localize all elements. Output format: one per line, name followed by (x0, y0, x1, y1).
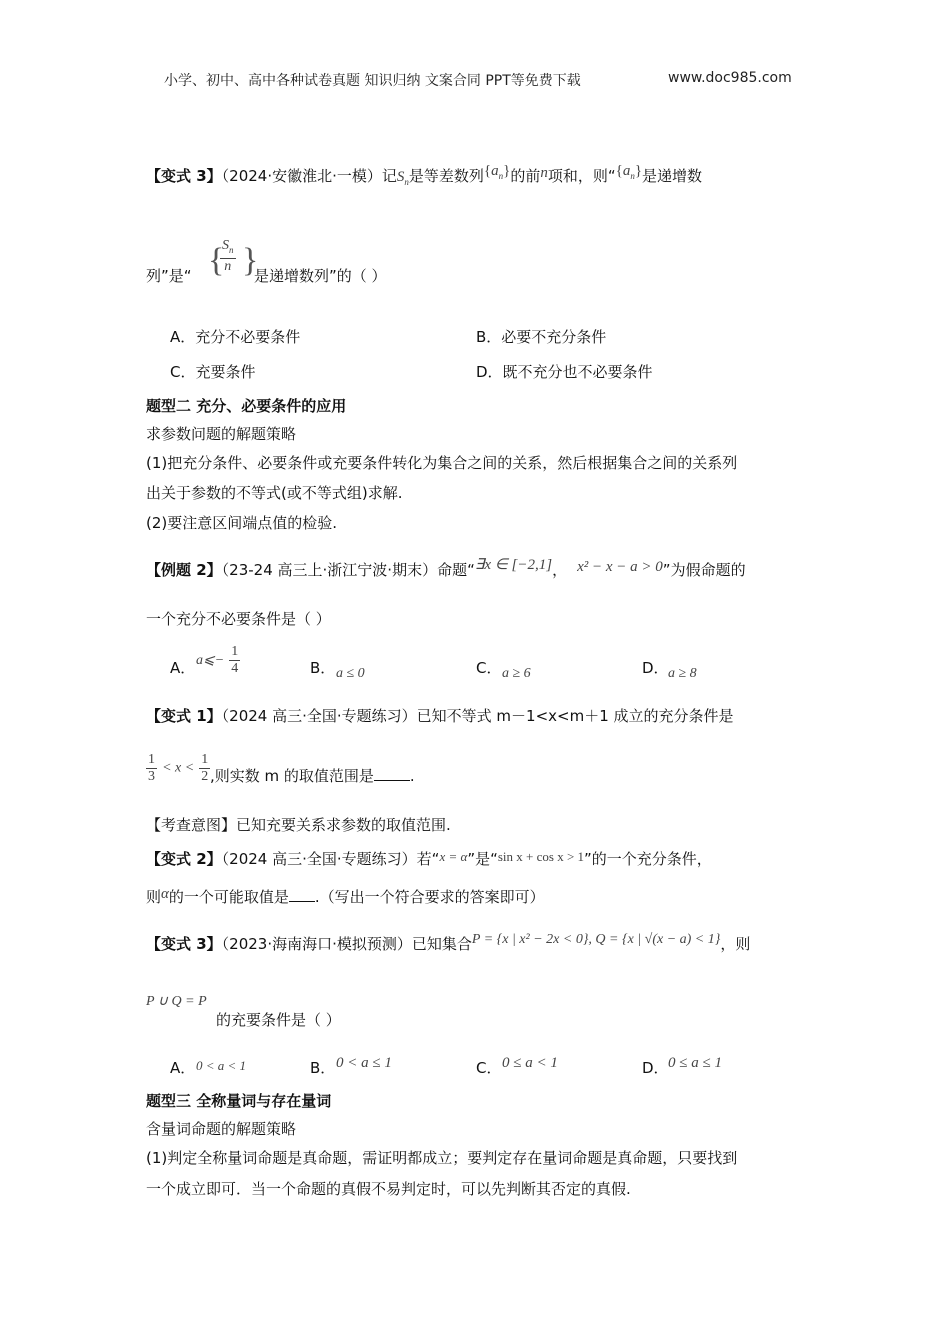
bianshi3b-line3: 的充要条件是（ ） (216, 1011, 341, 1029)
intent-text: 【考查意图】已知充要关系求参数的取值范围. (146, 816, 451, 834)
option-b[interactable]: B．必要不充分条件 (476, 328, 607, 346)
header-url: www.doc985.com (668, 70, 792, 86)
question-text: 的一个可能取值是 (168, 888, 289, 906)
strategy-paragraph-2: (2)要注意区间端点值的检验. (146, 514, 338, 532)
text-fragment: ，则 (720, 935, 751, 953)
question-tag: 【变式 2】 (146, 850, 222, 868)
question-text: （2024 高三·全国·专题练习）已知不等式 m－1<x<m＋1 成立的充分条件是 (221, 707, 734, 725)
option-b[interactable]: B． (310, 659, 336, 677)
question-source: （2024 高三·全国·专题练习）若“ (221, 850, 440, 868)
math-fraction-range: $\frac{1}{3}$ < x < $\frac{1}{2}$ (148, 752, 209, 784)
math-sets: P = {x | x² − 2x < 0}, Q = {x | √(x − a) < 1} (471, 932, 721, 947)
math-union: P ∪ Q = P (146, 994, 207, 1009)
strategy-heading: 求参数问题的解题策略 (146, 425, 297, 443)
math-alpha: α (161, 886, 169, 902)
question-tag: 【变式 1】 (146, 707, 222, 725)
example2-line2: 一个充分不必要条件是（ ） (146, 610, 331, 628)
question-text: ,则实数 m 的取值范围是 (210, 767, 374, 785)
text-fragment: 则 (146, 888, 162, 906)
question-tag: 【例题 2】 (146, 561, 222, 579)
answer-blank[interactable] (374, 780, 410, 781)
strategy-paragraph-cont: 一个成立即可．当一个命题的真假不易判定时，可以先判断其否定的真假. (146, 1180, 631, 1198)
bianshi1-line1 (146, 706, 734, 726)
option-d[interactable]: D． (642, 659, 669, 677)
text-fragment: ”是“ (467, 850, 498, 868)
math-inequality: x² − x − a > 0 (577, 559, 663, 575)
section-title: 题型二 充分、必要条件的应用 (146, 397, 347, 415)
text-fragment: ”的一个充分条件， (584, 850, 712, 868)
math-sincos: sin x + cos x > 1 (497, 849, 585, 864)
text-fragment: 是等差数列 (408, 167, 484, 185)
strategy-paragraph: (1)把充分条件、必要条件或充要条件转化为集合之间的关系，然后根据集合之间的关系列 (146, 454, 738, 472)
math-option-d: a ≥ 8 (668, 666, 697, 681)
bianshi3b-line1 (146, 934, 750, 956)
text-fragment: ， (552, 561, 568, 579)
bianshi2-line1 (146, 849, 712, 870)
strategy-paragraph: (1)判定全称量词命题是真命题，需证明都成立；要判定存在量词命题是真命题，只要找到 (146, 1149, 738, 1167)
answer-blank[interactable] (289, 901, 315, 902)
question-tag: 【变式 3】 (146, 935, 222, 953)
math-option-c: 0 ≤ a < 1 (502, 1055, 558, 1071)
math-sn-over-n: { $\frac{S_n}{n}$ } (208, 238, 259, 279)
math-option-d: 0 ≤ a ≤ 1 (668, 1055, 722, 1071)
option-c[interactable]: C． (476, 1059, 502, 1077)
text-fragment: 列”是“ (146, 267, 192, 285)
option-a[interactable]: A． (170, 1059, 196, 1077)
math-option-b: a ≤ 0 (336, 666, 365, 681)
math-sn: $S_n$ (396, 169, 409, 187)
math-n: n (540, 165, 548, 181)
option-d[interactable]: D．既不充分也不必要条件 (476, 363, 653, 381)
text-fragment: 项和，则“ (547, 167, 616, 185)
math-x-eq-alpha: x = α (439, 849, 468, 864)
bianshi1-line2 (210, 766, 415, 786)
option-a[interactable]: A．充分不必要条件 (170, 328, 301, 346)
option-b[interactable]: B． (310, 1059, 336, 1077)
section-title: 题型三 全称量词与存在量词 (146, 1092, 332, 1110)
question-bianshi3a-line1 (146, 163, 703, 192)
question-text: .（写出一个符合要求的答案即可） (314, 888, 545, 906)
text-fragment: 是递增数 (642, 167, 703, 185)
header-text: 小学、初中、高中各种试卷真题 知识归纳 文案合同 PPT等免费下载 (164, 73, 581, 89)
option-d[interactable]: D． (642, 1059, 669, 1077)
question-source: （2024·安徽淮北·一模）记 (221, 167, 397, 185)
strategy-paragraph-cont: 出关于参数的不等式(或不等式组)求解. (146, 484, 403, 502)
question-bianshi3a-line2b: 是递增数列”的（ ） (254, 267, 387, 285)
text-fragment: . (409, 767, 415, 785)
math-option-a: 0 < a < 1 (196, 1058, 247, 1073)
math-exists: ∃x ∈ [−2,1] (474, 557, 553, 573)
text-fragment: 的前 (510, 167, 541, 185)
math-an-seq-2: $\{a_n\}$ (615, 163, 643, 181)
option-a[interactable]: A． (170, 659, 196, 677)
text-fragment: ”为假命题的 (662, 561, 746, 579)
bianshi2-line2 (146, 887, 545, 908)
option-c[interactable]: C．充要条件 (170, 363, 256, 381)
question-source: （23-24 高三上·浙江宁波·期末）命题“ (221, 561, 475, 579)
math-an-seq: $\{a_n\}$ (483, 163, 511, 181)
strategy-heading: 含量词命题的解题策略 (146, 1120, 297, 1138)
math-option-c: a ≥ 6 (502, 666, 531, 681)
math-option-b: 0 < a ≤ 1 (336, 1055, 392, 1071)
option-c[interactable]: C． (476, 659, 502, 677)
question-tag: 【变式 3】 (146, 167, 222, 185)
math-option-a: a⩽− $\frac{1}{4}$ (196, 644, 239, 676)
example2-line1 (146, 557, 746, 581)
question-source: （2023·海南海口·模拟预测）已知集合 (221, 935, 472, 953)
question-bianshi3a-line2 (146, 266, 192, 286)
